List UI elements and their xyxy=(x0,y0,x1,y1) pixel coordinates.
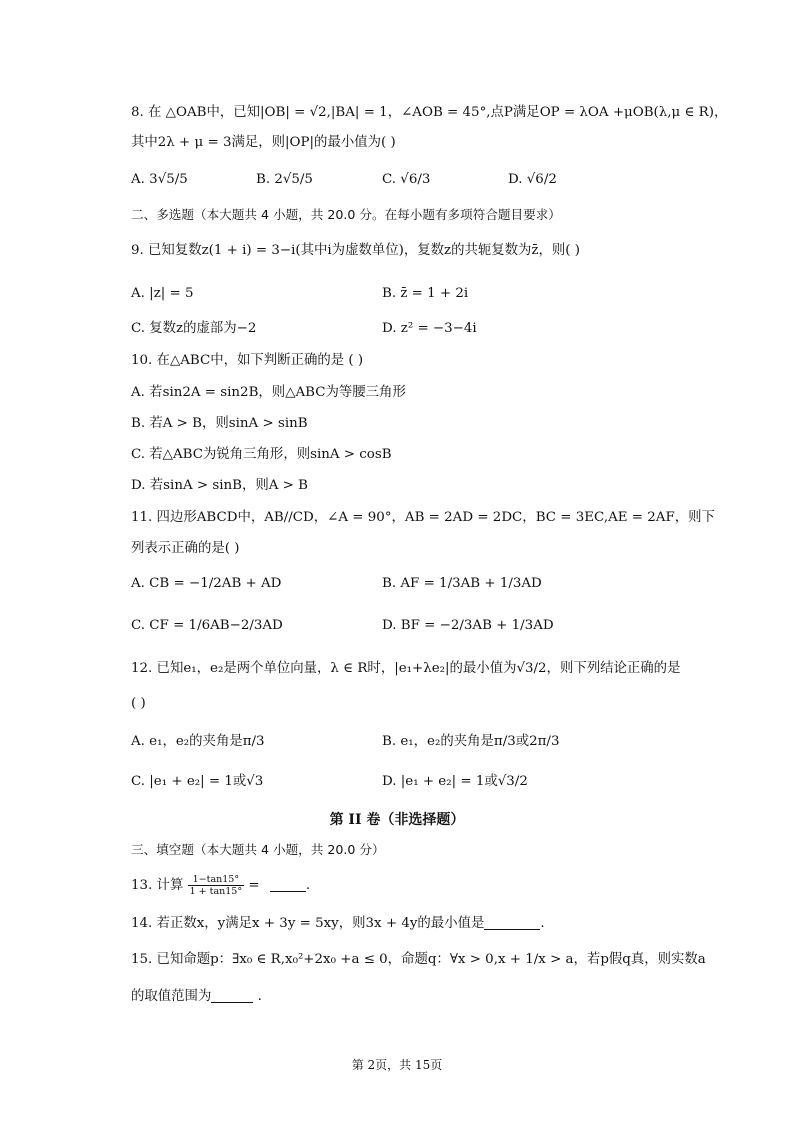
q12-option-c: C. |e₁ + e₂| = 1或√3 xyxy=(131,774,264,789)
q12-stem-line2: ( ) xyxy=(131,696,146,711)
q11-stem-line1: 11. 四边形ABCD中，AB//CD，∠A = 90°，AB = 2AD = 2DC，BC = 3EC,AE = 2AF，则下 xyxy=(131,510,715,525)
q13-stem xyxy=(131,874,310,898)
q15-text: 的取值范围为 xyxy=(131,989,212,1004)
q10-option-c: C. 若△ABC为锐角三角形，则sinA > cosB xyxy=(131,447,392,462)
q13-fraction-numerator: 1−tan15° xyxy=(188,874,244,886)
q11-option-a: A. CB = −1/2AB + AD xyxy=(131,576,282,591)
q11-stem-line2: 列表示正确的是( ) xyxy=(131,541,240,556)
q15-stem-line1: 15. 已知命题p：∃x₀ ∈ R,x₀²+2x₀ +a ≤ 0，命题q：∀x > 0,x + 1/x > a，若p假q真，则实数a xyxy=(131,952,706,967)
q15-end: . xyxy=(253,989,262,1004)
q13-prefix: 13. 计算 xyxy=(131,878,184,893)
q8-stem-line1: 8. 在 △OAB中，已知|OB| = √2,|BA| = 1，∠AOB = 45°,点P满足OP = λOA +μOB(λ,μ ∈ R)， xyxy=(131,105,728,120)
q12-option-b: B. e₁，e₂的夹角是π/3或2π/3 xyxy=(382,734,560,749)
q10-option-a: A. 若sin2A = sin2B，则△ABC为等腰三角形 xyxy=(131,385,406,400)
q13-suffix: = xyxy=(248,878,260,893)
q15-stem-line2 xyxy=(131,987,262,1007)
part-two-title: 第 II 卷（非选择题） xyxy=(329,812,465,828)
q15-answer-blank[interactable] xyxy=(211,988,253,1003)
q8-stem-line2: 其中2λ + μ = 3满足，则|OP|的最小值为( ) xyxy=(131,135,396,150)
q9-option-d: D. z² = −3−4i xyxy=(382,321,477,336)
q13-fraction-denominator: 1 + tan15° xyxy=(189,886,243,897)
q9-option-a: A. |z| = 5 xyxy=(131,286,194,301)
q8-option-b: B. 2√5/5 xyxy=(256,172,313,187)
q11-option-b: B. AF = 1/3AB + 1/3AD xyxy=(382,576,542,591)
q12-stem-line1: 12. 已知e₁，e₂是两个单位向量，λ ∈ R时，|e₁+λe₂|的最小值为√3/2，则下列结论正确的是 xyxy=(131,661,681,676)
q14-answer-blank[interactable] xyxy=(484,915,540,930)
q14-end: . xyxy=(540,916,545,931)
section-fill-in-header: 三、填空题（本大题共 4 小题，共 20.0 分） xyxy=(131,842,385,857)
q9-stem: 9. 已知复数z(1 + i) = 3−i(其中i为虚数单位)，复数z的共轭复数为z̄，则( ) xyxy=(131,243,580,258)
q13-end: . xyxy=(305,878,311,893)
page-footer: 第 2页，共 15页 xyxy=(351,1058,443,1072)
q12-option-a: A. e₁，e₂的夹角是π/3 xyxy=(131,734,265,749)
q9-option-c: C. 复数z的虚部为−2 xyxy=(131,321,257,336)
q13-answer-blank[interactable] xyxy=(270,877,306,892)
q9-option-b: B. z̄ = 1 + 2i xyxy=(382,286,469,301)
section-multiple-choice-header: 二、多选题（本大题共 4 小题，共 20.0 分。在每小题有多项符合题目要求） xyxy=(131,207,561,222)
q11-option-d: D. BF = −2/3AB + 1/3AD xyxy=(382,618,554,633)
q14-stem xyxy=(131,914,545,934)
q8-option-d: D. √6/2 xyxy=(508,172,557,187)
q8-option-c: C. √6/3 xyxy=(382,172,431,187)
q10-option-b: B. 若A > B，则sinA > sinB xyxy=(131,416,308,431)
q12-option-d: D. |e₁ + e₂| = 1或√3/2 xyxy=(382,774,528,789)
q11-option-c: C. CF = 1/6AB−2/3AD xyxy=(131,618,283,633)
q14-text: 14. 若正数x，y满足x + 3y = 5xy，则3x + 4y的最小值是 xyxy=(131,916,485,931)
q13-fraction xyxy=(188,874,244,897)
q10-stem: 10. 在△ABC中，如下判断正确的是 ( ) xyxy=(131,353,364,368)
q10-option-d: D. 若sinA > sinB，则A > B xyxy=(131,478,308,493)
q8-option-a: A. 3√5/5 xyxy=(131,172,188,187)
